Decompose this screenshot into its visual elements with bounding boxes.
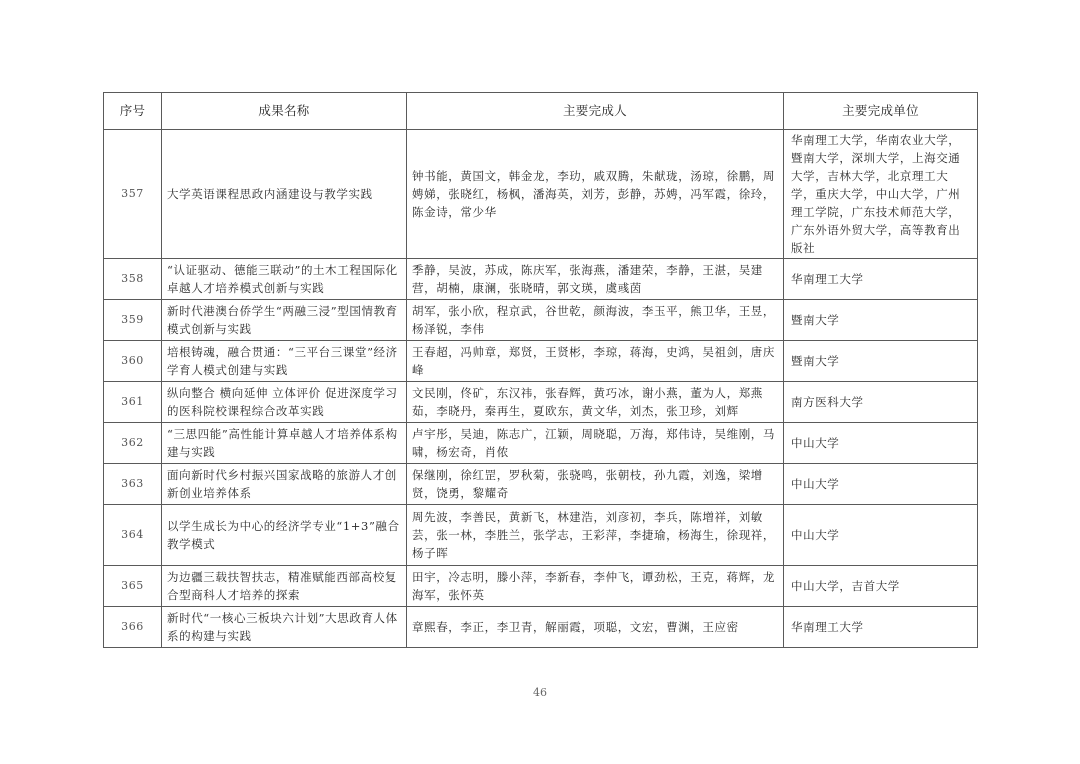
row-unit: 华南理工大学 xyxy=(784,607,978,648)
row-num: 366 xyxy=(104,607,162,648)
row-unit: 华南理工大学 xyxy=(784,259,978,300)
row-title: 大学英语课程思政内涵建设与教学实践 xyxy=(162,130,407,259)
table-header-row xyxy=(104,93,978,130)
row-unit: 中山大学 xyxy=(784,423,978,464)
table-row xyxy=(104,130,978,259)
row-title: 新时代“一核心三板块六计划”大思政育人体系的构建与实践 xyxy=(162,607,407,648)
row-unit: 暨南大学 xyxy=(784,300,978,341)
row-people: 田宇，冷志明，滕小萍，李新春，李仲飞，谭劲松，王克，蒋辉，龙海军，张怀英 xyxy=(407,566,784,607)
row-num: 363 xyxy=(104,464,162,505)
row-num: 357 xyxy=(104,130,162,259)
row-people: 王春超，冯帅章，郑贤，王贤彬，李琼，蒋海，史鸿，吴祖剑，唐庆峰 xyxy=(407,341,784,382)
header-num: 序号 xyxy=(104,93,162,130)
row-people: 周先波，李善民，黄新飞，林建浩，刘彦初，李兵，陈増祥，刘敏芸，张一林，李胜兰，张学志，王彩萍，李捷瑜，杨海生，徐现祥，杨子晖 xyxy=(407,505,784,566)
row-title: 培根铸魂，融合贯通：“三平台三课堂”经济学育人模式创建与实践 xyxy=(162,341,407,382)
table-row xyxy=(104,382,978,423)
row-people: 钟书能，黄国文，韩金龙，李玏，戚双腾，朱献珑，汤琼，徐鹏，周娉娣，张晓红，杨枫，潘海英，刘芳，彭静，苏娉，冯军霞，徐玲，陈金诗，常少华 xyxy=(407,130,784,259)
row-people: 卢宇彤，吴迪，陈志广，江颖，周晓聪，万海，郑伟诗，吴维刚，马啸，杨宏奇，肖侬 xyxy=(407,423,784,464)
header-people: 主要完成人 xyxy=(407,93,784,130)
row-unit: 中山大学 xyxy=(784,464,978,505)
table-row xyxy=(104,566,978,607)
table-row xyxy=(104,464,978,505)
table-row xyxy=(104,607,978,648)
table-row xyxy=(104,341,978,382)
row-title: “认证驱动、德能三联动”的土木工程国际化卓越人才培养模式创新与实践 xyxy=(162,259,407,300)
row-unit: 中山大学 xyxy=(784,505,978,566)
row-title: 为边疆三载扶智扶志，精准赋能西部高校复合型商科人才培养的探索 xyxy=(162,566,407,607)
row-num: 359 xyxy=(104,300,162,341)
row-unit: 华南理工大学，华南农业大学，暨南大学，深圳大学，上海交通大学，吉林大学，北京理工大学，重庆大学，中山大学，广州理工学院，广东技术师范大学，广东外语外贸大学，高等教育出版社 xyxy=(784,130,978,259)
row-people: 章熙春，李正，李卫青，解丽霞，项聪，文宏，曹渊，王应密 xyxy=(407,607,784,648)
row-num: 361 xyxy=(104,382,162,423)
row-title: 以学生成长为中心的经济学专业“1+3”融合教学模式 xyxy=(162,505,407,566)
row-title: 纵向整合 横向延伸 立体评价 促进深度学习的医科院校课程综合改革实践 xyxy=(162,382,407,423)
table-row xyxy=(104,300,978,341)
row-unit: 南方医科大学 xyxy=(784,382,978,423)
achievements-table xyxy=(103,92,978,648)
row-num: 365 xyxy=(104,566,162,607)
row-people: 文民刚，佟矿，东汉祎，张春辉，黄巧冰，谢小燕，董为人，郑燕茹，李晓丹，秦再生，夏欧东，黄文华，刘杰，张卫珍，刘辉 xyxy=(407,382,784,423)
row-people: 胡军，张小欣，程京武，谷世乾，颜海波，李玉平，熊卫华，王昱，杨泽锐，李伟 xyxy=(407,300,784,341)
row-title: 新时代港澳台侨学生“两融三浸”型国情教育模式创新与实践 xyxy=(162,300,407,341)
row-num: 364 xyxy=(104,505,162,566)
page-number: 46 xyxy=(533,686,547,699)
row-num: 360 xyxy=(104,341,162,382)
header-title: 成果名称 xyxy=(162,93,407,130)
row-title: “三思四能”高性能计算卓越人才培养体系构建与实践 xyxy=(162,423,407,464)
table-row xyxy=(104,423,978,464)
row-num: 358 xyxy=(104,259,162,300)
row-unit: 中山大学，吉首大学 xyxy=(784,566,978,607)
row-unit: 暨南大学 xyxy=(784,341,978,382)
header-unit: 主要完成单位 xyxy=(784,93,978,130)
table-row xyxy=(104,505,978,566)
row-people: 保继刚，徐红罡，罗秋菊，张骁鸣，张朝枝，孙九霞，刘逸，梁增贤，饶勇，黎耀奇 xyxy=(407,464,784,505)
row-people: 季静，吴波，苏成，陈庆军，张海燕，潘建荣，李静，王湛，吴建营，胡楠，康澜，张晓晴，郭文瑛，虞彧茵 xyxy=(407,259,784,300)
row-title: 面向新时代乡村振兴国家战略的旅游人才创新创业培养体系 xyxy=(162,464,407,505)
table-row xyxy=(104,259,978,300)
row-num: 362 xyxy=(104,423,162,464)
